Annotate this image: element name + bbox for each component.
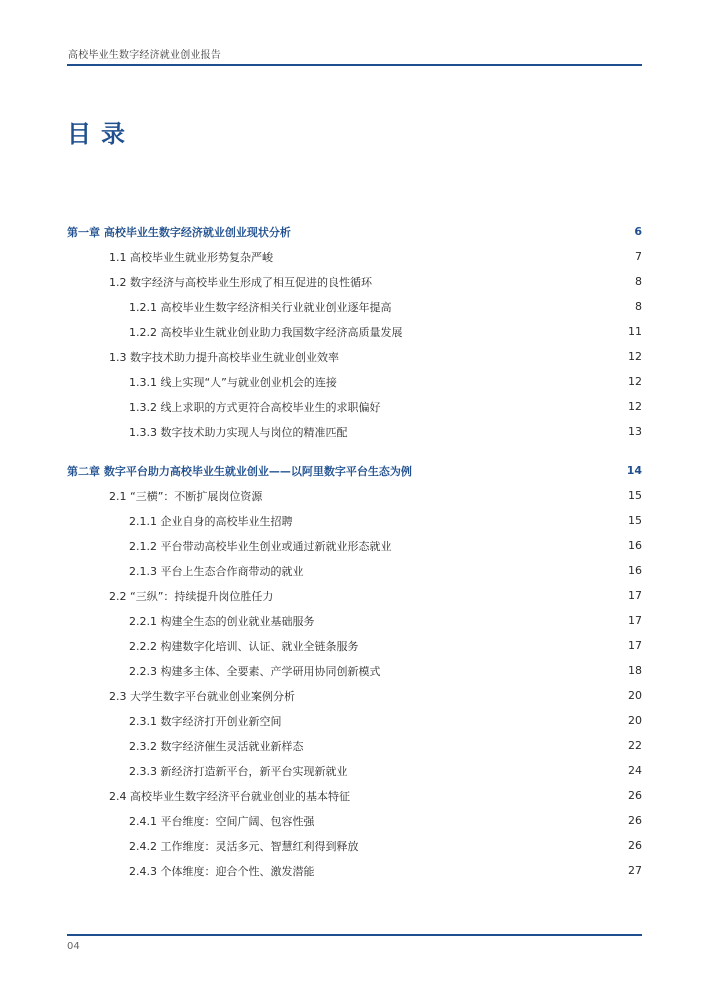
- header-rule: [67, 64, 642, 66]
- toc-subsection[interactable]: [67, 633, 642, 658]
- toc-entry-label: 1.2.1 高校毕业生数字经济相关行业就业创业逐年提高: [129, 300, 392, 314]
- toc-entry-page: 8: [635, 275, 642, 288]
- toc-section[interactable]: [67, 483, 642, 508]
- toc-entry-page: 17: [628, 614, 642, 627]
- toc-subsection[interactable]: [67, 508, 642, 533]
- toc-entry-page: 12: [628, 375, 642, 388]
- toc-entry-label: 2.3 大学生数字平台就业创业案例分析: [109, 689, 295, 703]
- toc-entry-page: 12: [628, 350, 642, 363]
- toc-entry-page: 14: [626, 464, 642, 477]
- toc-entry-label: 2.2.2 构建数字化培训、认证、就业全链条服务: [129, 639, 359, 653]
- footer-rule: [67, 934, 642, 936]
- toc-entry-label: 2.2.1 构建全生态的创业就业基础服务: [129, 614, 315, 628]
- toc-subsection[interactable]: [67, 808, 642, 833]
- toc-entry-page: 15: [628, 514, 642, 527]
- toc-entry-page: 20: [628, 689, 642, 702]
- toc-entry-label: 2.1.3 平台上生态合作商带动的就业: [129, 564, 304, 578]
- toc-entry-page: 24: [628, 764, 642, 777]
- toc-entry-label: 2.2 “三纵”：持续提升岗位胜任力: [109, 589, 274, 603]
- toc-subsection[interactable]: [67, 833, 642, 858]
- chapter-gap: [67, 444, 642, 458]
- toc-entry-page: 18: [628, 664, 642, 677]
- toc-entry-label: 2.1 “三横”：不断扩展岗位资源: [109, 489, 263, 503]
- toc-entry-page: 6: [634, 225, 642, 238]
- footer-page-number: 04: [67, 941, 80, 952]
- toc-subsection[interactable]: [67, 533, 642, 558]
- toc-entry-label: 1.3.1 线上实现“人”与就业创业机会的连接: [129, 375, 337, 389]
- toc-entry-label: 2.4.1 平台维度：空间广阔、包容性强: [129, 814, 315, 828]
- toc-section[interactable]: [67, 269, 642, 294]
- toc-subsection[interactable]: [67, 294, 642, 319]
- toc-entry-label: 1.3 数字技术助力提升高校毕业生就业创业效率: [109, 350, 339, 364]
- toc-entry-page: 15: [628, 489, 642, 502]
- toc-section[interactable]: [67, 583, 642, 608]
- toc-section[interactable]: [67, 683, 642, 708]
- toc-entry-page: 22: [628, 739, 642, 752]
- toc-entry-page: 26: [628, 839, 642, 852]
- toc-subsection[interactable]: [67, 419, 642, 444]
- toc-entry-page: 13: [628, 425, 642, 438]
- toc-entry-label: 2.4 高校毕业生数字经济平台就业创业的基本特征: [109, 789, 350, 803]
- toc-entry-page: 26: [628, 789, 642, 802]
- toc-entry-label: 2.3.1 数字经济打开创业新空间: [129, 714, 282, 728]
- header-title: 高校毕业生数字经济就业创业报告: [68, 50, 221, 61]
- toc-entry-label: 1.3.3 数字技术助力实现人与岗位的精准匹配: [129, 425, 348, 439]
- toc-entry-label: 2.1.1 企业自身的高校毕业生招聘: [129, 514, 293, 528]
- toc-entry-label: 1.1 高校毕业生就业形势复杂严峻: [109, 250, 273, 264]
- toc-section[interactable]: [67, 244, 642, 269]
- toc-section[interactable]: [67, 783, 642, 808]
- toc-entry-label: 第二章 数字平台助力高校毕业生就业创业——以阿里数字平台生态为例: [67, 464, 412, 478]
- toc-entry-page: 12: [628, 400, 642, 413]
- toc-subsection[interactable]: [67, 394, 642, 419]
- toc-chapter[interactable]: [67, 219, 642, 244]
- toc-section[interactable]: [67, 344, 642, 369]
- toc-subsection[interactable]: [67, 733, 642, 758]
- toc-entry-label: 2.4.2 工作维度：灵活多元、智慧红利得到释放: [129, 839, 359, 853]
- toc-entry-label: 1.2 数字经济与高校毕业生形成了相互促进的良性循环: [109, 275, 372, 289]
- toc-entry-page: 20: [628, 714, 642, 727]
- page-heading: 目录: [67, 120, 135, 148]
- toc-entry-label: 1.2.2 高校毕业生就业创业助力我国数字经济高质量发展: [129, 325, 403, 339]
- toc-entry-label: 2.2.3 构建多主体、全要素、产学研用协同创新模式: [129, 664, 381, 678]
- toc-entry-page: 16: [628, 564, 642, 577]
- toc-subsection[interactable]: [67, 608, 642, 633]
- toc-subsection[interactable]: [67, 319, 642, 344]
- toc-entry-label: 2.3.2 数字经济催生灵活就业新样态: [129, 739, 304, 753]
- toc-subsection[interactable]: [67, 858, 642, 883]
- toc-entry-page: 17: [628, 589, 642, 602]
- toc-subsection[interactable]: [67, 708, 642, 733]
- toc-chapter[interactable]: [67, 458, 642, 483]
- toc-entry-label: 第一章 高校毕业生数字经济就业创业现状分析: [67, 225, 291, 239]
- toc-entry-page: 7: [635, 250, 642, 263]
- toc-subsection[interactable]: [67, 658, 642, 683]
- toc-subsection[interactable]: [67, 369, 642, 394]
- toc-entry-label: 2.3.3 新经济打造新平台，新平台实现新就业: [129, 764, 348, 778]
- toc-entry-label: 2.4.3 个体维度：迎合个性、激发潜能: [129, 864, 315, 878]
- table-of-contents: [67, 219, 642, 883]
- toc-subsection[interactable]: [67, 558, 642, 583]
- toc-entry-page: 17: [628, 639, 642, 652]
- toc-subsection[interactable]: [67, 758, 642, 783]
- toc-entry-page: 11: [628, 325, 642, 338]
- toc-entry-page: 8: [635, 300, 642, 313]
- toc-entry-label: 1.3.2 线上求职的方式更符合高校毕业生的求职偏好: [129, 400, 381, 414]
- toc-entry-page: 27: [628, 864, 642, 877]
- toc-entry-page: 26: [628, 814, 642, 827]
- toc-entry-label: 2.1.2 平台带动高校毕业生创业或通过新就业形态就业: [129, 539, 392, 553]
- toc-entry-page: 16: [628, 539, 642, 552]
